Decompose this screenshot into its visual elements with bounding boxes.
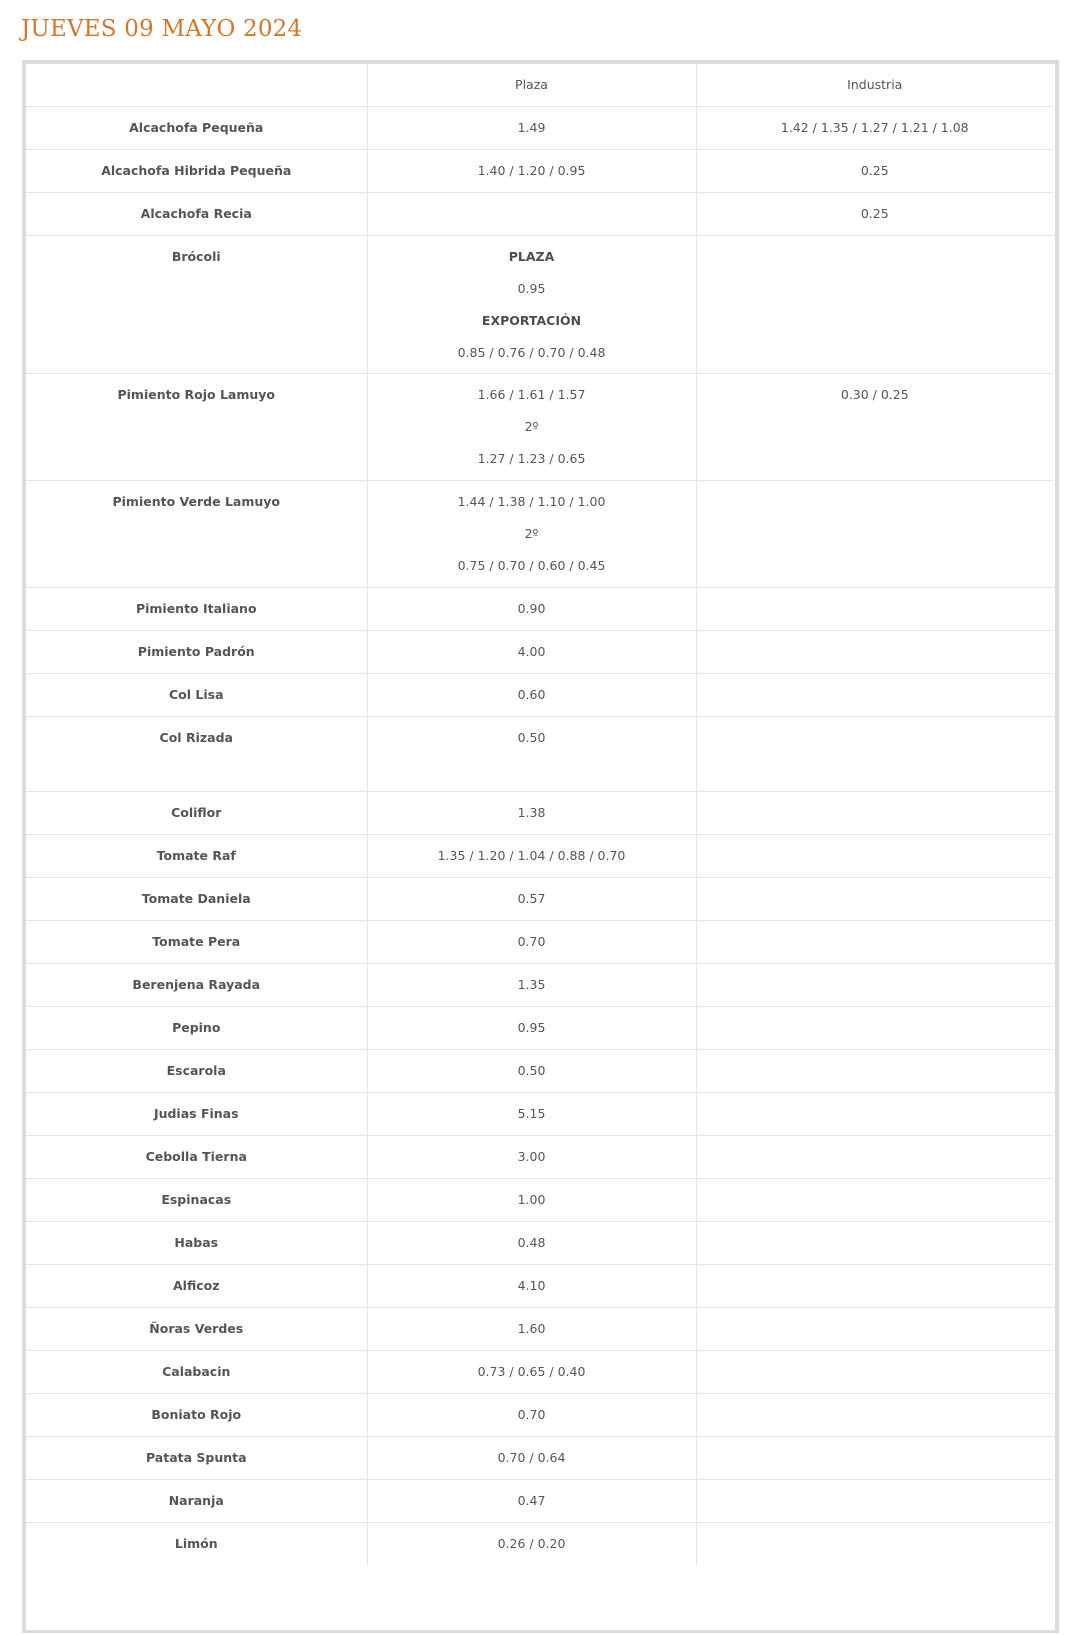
industria-price-cell (696, 963, 1053, 1006)
plaza-price: 0.50 (517, 1062, 546, 1078)
product-name: Pepino (26, 1006, 367, 1049)
plaza-price: 1.60 (517, 1320, 546, 1336)
table-row (26, 1436, 1053, 1479)
plaza-subheading: EXPORTACIÓN (481, 312, 582, 328)
plaza-price: 1.00 (517, 1191, 546, 1207)
product-name: Berenjena Rayada (26, 963, 367, 1006)
table-row (26, 1049, 1053, 1092)
plaza-price: 1.44 / 1.38 / 1.10 / 1.00 (457, 493, 606, 509)
plaza-price: 0.26 / 0.20 (497, 1535, 566, 1551)
plaza-price (372, 205, 692, 222)
plaza-price-cell (367, 1436, 696, 1479)
table-row (26, 192, 1053, 235)
industria-price-cell (696, 1393, 1053, 1436)
industria-price-cell (696, 1049, 1053, 1092)
table-row (26, 587, 1053, 630)
plaza-price: 0.90 (517, 600, 546, 616)
plaza-price-cell (367, 877, 696, 920)
product-name: Boniato Rojo (26, 1393, 367, 1436)
plaza-price-cell (367, 920, 696, 963)
table-row (26, 1479, 1053, 1522)
product-name: Coliflor (26, 791, 367, 834)
industria-price-cell (696, 1522, 1053, 1565)
industria-price-cell (696, 1135, 1053, 1178)
plaza-price-cell (367, 1350, 696, 1393)
product-name: Tomate Pera (26, 920, 367, 963)
product-name: Judias Finas (26, 1092, 367, 1135)
price-table-body (26, 64, 1053, 1565)
product-name: Brócoli (26, 235, 367, 373)
table-row (26, 1264, 1053, 1307)
table-row (26, 630, 1053, 673)
table-row (26, 149, 1053, 192)
plaza-price: 2º (524, 418, 539, 434)
plaza-price: 2º (524, 525, 539, 541)
product-name: Alcachofa Hibrida Pequeña (26, 149, 367, 192)
industria-price-cell (696, 1006, 1053, 1049)
plaza-price: 5.15 (517, 1105, 546, 1121)
plaza-price: 0.95 (517, 1019, 546, 1035)
plaza-price: 1.49 (517, 119, 546, 135)
industria-price-cell (696, 716, 1053, 791)
table-row (26, 1006, 1053, 1049)
plaza-price: 3.00 (517, 1148, 546, 1164)
plaza-price-cell (367, 373, 696, 480)
product-name: Espinacas (26, 1178, 367, 1221)
table-row (26, 1092, 1053, 1135)
price-table-frame (22, 60, 1059, 1633)
plaza-price-cell (367, 480, 696, 587)
plaza-price-cell (367, 192, 696, 235)
product-name: Pimiento Rojo Lamuyo (26, 373, 367, 480)
table-row (26, 1178, 1053, 1221)
industria-price-cell (696, 834, 1053, 877)
plaza-price: 0.85 / 0.76 / 0.70 / 0.48 (457, 344, 606, 360)
plaza-price: 0.70 (517, 1406, 546, 1422)
table-row (26, 235, 1053, 373)
plaza-price: 1.38 (517, 804, 546, 820)
plaza-price-cell (367, 673, 696, 716)
product-name: Pimiento Verde Lamuyo (26, 480, 367, 587)
table-row (26, 1221, 1053, 1264)
header-plaza: Plaza (367, 64, 696, 106)
plaza-price: 1.66 / 1.61 / 1.57 (477, 386, 586, 402)
table-row (26, 373, 1053, 480)
plaza-price: 0.73 / 0.65 / 0.40 (477, 1363, 586, 1379)
industria-price-cell (696, 235, 1053, 373)
plaza-price: 1.27 / 1.23 / 0.65 (477, 450, 586, 466)
table-row (26, 1307, 1053, 1350)
industria-price-cell (696, 877, 1053, 920)
industria-price-cell (696, 480, 1053, 587)
plaza-price-cell (367, 791, 696, 834)
table-row (26, 1393, 1053, 1436)
table-row (26, 1135, 1053, 1178)
plaza-price-cell (367, 587, 696, 630)
table-row (26, 673, 1053, 716)
header-industria: Industria (696, 64, 1053, 106)
plaza-price-cell (367, 1307, 696, 1350)
plaza-price-cell (367, 1135, 696, 1178)
product-name: Limón (26, 1522, 367, 1565)
plaza-price: 0.70 (517, 933, 546, 949)
plaza-price-cell (367, 1221, 696, 1264)
product-name: Tomate Raf (26, 834, 367, 877)
product-name: Tomate Daniela (26, 877, 367, 920)
product-name: Patata Spunta (26, 1436, 367, 1479)
industria-price-cell (696, 1221, 1053, 1264)
product-name: Col Rizada (26, 716, 367, 791)
plaza-price-cell (367, 716, 696, 791)
plaza-price: 4.00 (517, 643, 546, 659)
plaza-price-cell (367, 235, 696, 373)
product-name: Ñoras Verdes (26, 1307, 367, 1350)
industria-price-cell (696, 1436, 1053, 1479)
industria-price-cell: 0.25 (696, 192, 1053, 235)
industria-price-cell (696, 791, 1053, 834)
industria-price-cell: 0.30 / 0.25 (696, 373, 1053, 480)
plaza-price: 0.95 (517, 280, 546, 296)
page-title: JUEVES 09 MAYO 2024 (21, 16, 303, 42)
plaza-price: 0.47 (517, 1492, 546, 1508)
product-name: Col Lisa (26, 673, 367, 716)
industria-price-cell (696, 920, 1053, 963)
plaza-subheading: PLAZA (508, 248, 555, 264)
product-name: Calabacin (26, 1350, 367, 1393)
plaza-price-cell (367, 630, 696, 673)
product-name: Naranja (26, 1479, 367, 1522)
table-row (26, 834, 1053, 877)
plaza-price: 0.57 (517, 890, 546, 906)
plaza-price: 1.40 / 1.20 / 0.95 (477, 162, 586, 178)
industria-price-cell (696, 673, 1053, 716)
plaza-price: 0.60 (517, 686, 546, 702)
industria-price-cell (696, 1092, 1053, 1135)
industria-price-cell (696, 1307, 1053, 1350)
industria-price-cell (696, 1264, 1053, 1307)
industria-price-cell (696, 1350, 1053, 1393)
table-row (26, 480, 1053, 587)
plaza-price-cell (367, 1264, 696, 1307)
table-row (26, 877, 1053, 920)
plaza-price: 0.70 / 0.64 (497, 1449, 566, 1465)
table-row (26, 1522, 1053, 1565)
plaza-price-cell (367, 1006, 696, 1049)
product-name: Alficoz (26, 1264, 367, 1307)
plaza-price: 1.35 (517, 976, 546, 992)
plaza-price-cell (367, 106, 696, 149)
industria-price-cell: 0.25 (696, 149, 1053, 192)
plaza-price-cell (367, 1049, 696, 1092)
price-table (26, 64, 1053, 1565)
plaza-price-cell (367, 1092, 696, 1135)
table-row (26, 1350, 1053, 1393)
product-name: Alcachofa Pequeña (26, 106, 367, 149)
industria-price-cell: 1.42 / 1.35 / 1.27 / 1.21 / 1.08 (696, 106, 1053, 149)
plaza-price: 4.10 (517, 1277, 546, 1293)
table-header-row (26, 64, 1053, 106)
product-name: Pimiento Italiano (26, 587, 367, 630)
table-row (26, 963, 1053, 1006)
plaza-price-cell (367, 1522, 696, 1565)
plaza-price-cell (367, 1479, 696, 1522)
table-row (26, 106, 1053, 149)
header-product (26, 64, 367, 106)
table-row (26, 791, 1053, 834)
industria-price-cell (696, 1178, 1053, 1221)
product-name: Alcachofa Recia (26, 192, 367, 235)
plaza-price-cell (367, 1393, 696, 1436)
plaza-price-cell (367, 834, 696, 877)
plaza-price-cell (367, 1178, 696, 1221)
industria-price-cell (696, 1479, 1053, 1522)
table-row (26, 920, 1053, 963)
table-row (26, 716, 1053, 791)
plaza-price: 1.35 / 1.20 / 1.04 / 0.88 / 0.70 (437, 847, 626, 863)
product-name: Habas (26, 1221, 367, 1264)
product-name: Pimiento Padrón (26, 630, 367, 673)
plaza-price-cell (367, 149, 696, 192)
product-name: Escarola (26, 1049, 367, 1092)
plaza-price: 0.48 (517, 1234, 546, 1250)
plaza-price: 0.75 / 0.70 / 0.60 / 0.45 (457, 557, 606, 573)
plaza-price-cell (367, 963, 696, 1006)
product-name: Cebolla Tierna (26, 1135, 367, 1178)
industria-price-cell (696, 587, 1053, 630)
industria-price-cell (696, 630, 1053, 673)
plaza-price: 0.50 (517, 729, 546, 745)
